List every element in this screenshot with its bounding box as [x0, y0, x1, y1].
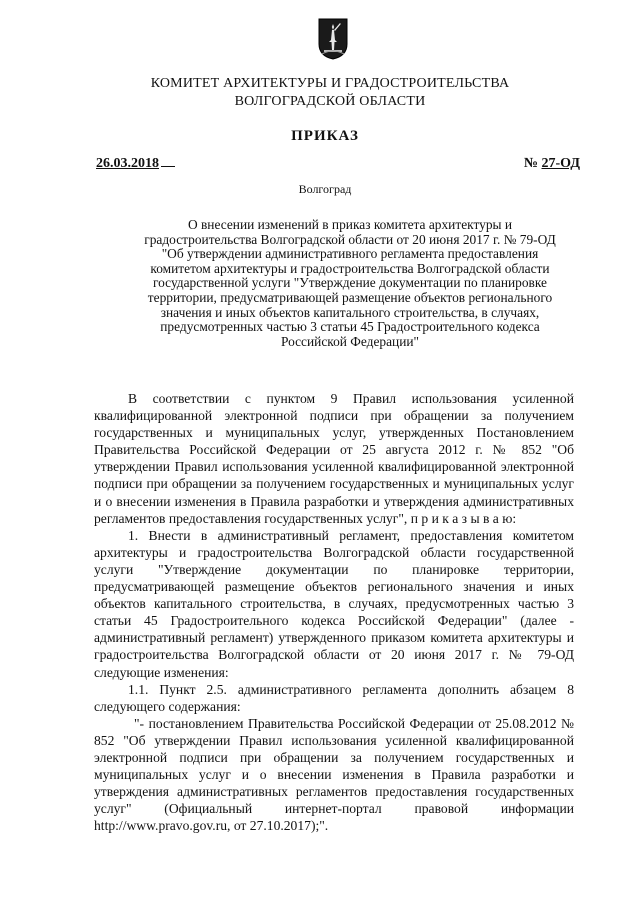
order-number-prefix: №: [523, 156, 542, 171]
order-number: [524, 156, 580, 172]
order-subject: О внесении изменений в приказ комитета архитектуры и градостроительства Волгоградской области от 20 июня 2017 г. № 79-ОД "Об утверждении административного регламента предоставления комитетом архитектуры и градостроительства Волгоградской области государственной услуги "Утверждение документации по планировке территории, предусматривающей размещение объектов регионального значения и иных объектов капитального строительства, в случаях, предусмотренных частью 3 статьи 45 Градостроительного кодекса Российской Федерации": [144, 217, 556, 349]
paragraph-quoted-addition: "- постановлением Правительства Российской Федерации от 25.08.2012 № 852 "Об утверждении Правил использования усиленной квалифицированной электронной подписи при обращении за получением государственных и муниципальных услуг и о внесении изменения в Правила разработки и утверждения административных регламентов предоставления государственных услуг" (Официальный интернет-портал правовой информации http://www.pravo.gov.ru, от 27.10.2017);".: [94, 715, 574, 834]
organization-name: КОМИТЕТ АРХИТЕКТУРЫ И ГРАДОСТРОИТЕЛЬСТВА: [150, 76, 510, 91]
volgograd-coat-of-arms-icon: [318, 18, 348, 60]
paragraph-preamble: В соответствии с пунктом 9 Правил использования усиленной квалифицированной электронной подписи при обращении за получением государственных и муниципальных услуг, утвержденных Постановлением Правительства Российской Федерации от 25 августа 2012 г. № 852 "Об утверждении Правил использования усиленной квалифицированной электронной подписи при обращении за получением государственных и муниципальных услуг и о внесении изменения в Правила разработки и утверждения административных регламентов предоставления государственных услуг", п р и к а з ы в а ю:: [94, 391, 574, 526]
paragraph-item-1-1: 1.1. Пункт 2.5. административного регламента дополнить абзацем 8 следующего содержания:: [94, 681, 574, 714]
organization-region: ВОЛГОГРАДСКОЙ ОБЛАСТИ: [234, 94, 426, 109]
document-type-title: ПРИКАЗ: [291, 128, 359, 144]
paragraph-item-1: 1. Внести в административный регламент, предоставления комитетом архитектуры и градостроительства Волгоградской области государственной услуги "Утверждение документации по планировке территории, предусматривающей размещение объектов регионального значения и иных объектов капитального строительства, в случаях, предусмотренных частью 3 статьи 45 Градостроительного кодекса Российской Федерации" (далее - административный регламент) утвержденного приказом комитета архитектуры и градостроительства Волгоградской области от 20 июня 2017 г. № 79-ОД следующие изменения:: [94, 527, 574, 680]
order-number-value: 27-ОД: [541, 156, 580, 171]
order-date: 26.03.2018: [96, 156, 175, 172]
order-body: [94, 390, 574, 834]
city-name: Волгоград: [298, 182, 352, 196]
